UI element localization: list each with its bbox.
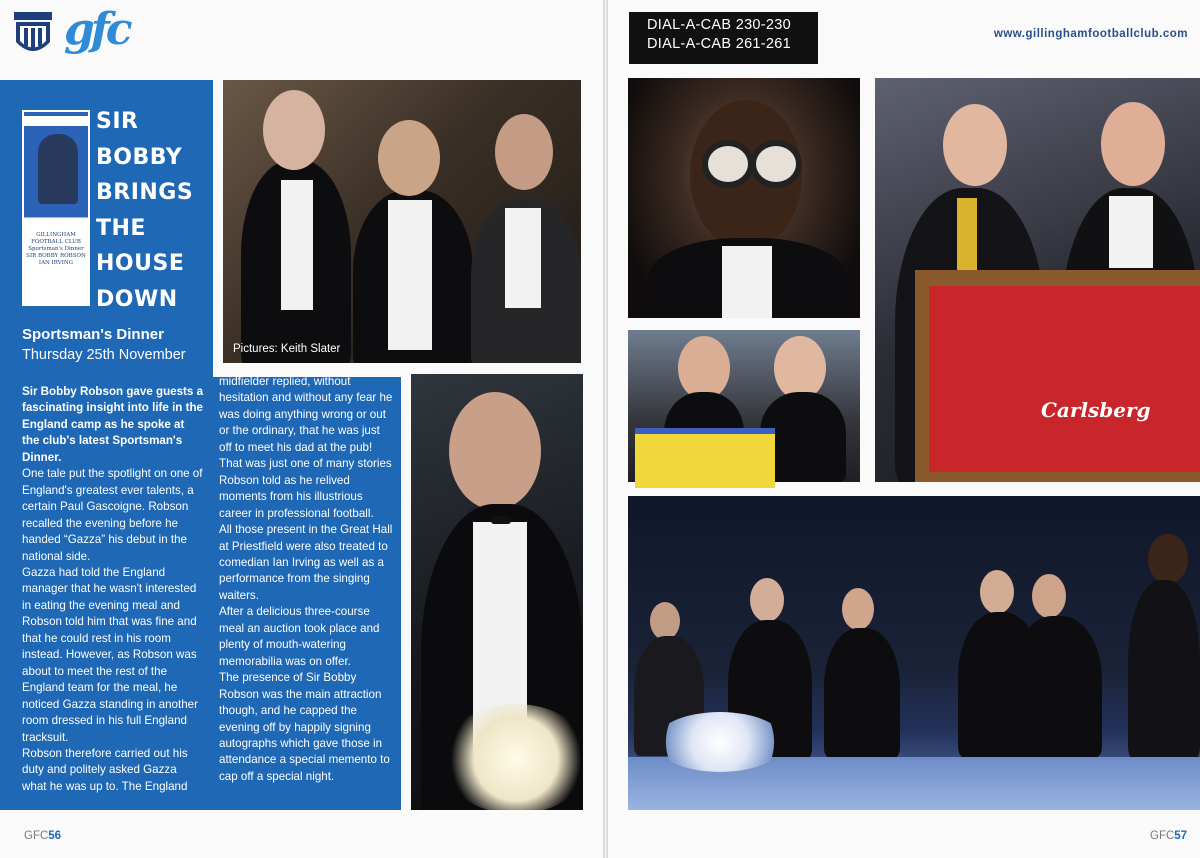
photo-credit: Pictures: Keith Slater (233, 343, 341, 355)
headline-line: BRINGS (96, 180, 194, 205)
headline-line: THE (96, 215, 146, 241)
guest-head (378, 120, 440, 196)
advert-line: DIAL-A-CAB 261-261 (647, 36, 792, 52)
event-date: Thursday 25th November (22, 347, 186, 363)
guest-shirt (505, 208, 541, 308)
signed-yellow-shirt (635, 428, 775, 488)
guest-head (1148, 534, 1188, 584)
page-number-right (1150, 830, 1187, 842)
guest-head (495, 114, 553, 190)
flower-arrangement (441, 704, 583, 810)
event-subhead: Sportsman's Dinner (22, 326, 164, 343)
gold-tie (957, 198, 977, 278)
gfc-logo: gfc (64, 4, 129, 55)
headline-line: BOBBY (96, 144, 183, 170)
folio-number: 56 (48, 830, 62, 842)
guest-head (1101, 102, 1165, 186)
article-paragraph: The presence of Sir Bobby Robson was the main attraction though, and he capped the evening off by happily signing autographs which gave those in attendance a special memento to cap off a special night. (219, 671, 390, 783)
headline-line: DOWN (96, 286, 178, 312)
guest-head (1032, 574, 1066, 618)
guest-figure (824, 628, 900, 758)
advert-line: DIAL-A-CAB 230-230 (647, 17, 792, 33)
cover-title-line: GILLINGHAM (36, 232, 76, 238)
headline-line: HOUSE (96, 251, 185, 276)
guest-head (263, 90, 325, 170)
guest-shirt (388, 200, 432, 350)
folio-prefix: GFC (1150, 830, 1175, 842)
glasses-right-lens (750, 140, 802, 188)
article-paragraph: midfielder replied, without hesitation and without any fear he was doing anything wrong or out or the ordinary, that he was just off to meet his dad at the pub! (219, 375, 393, 454)
club-crest-icon (14, 12, 52, 60)
article-paragraph: All those present in the Great Hall at Priestfield were also treated to comedian Ian Irving as well as a performance from the singing waiters. (219, 523, 393, 602)
speaker-head (449, 392, 541, 510)
guest-figure (1012, 616, 1102, 758)
guest-shirt (281, 180, 313, 310)
guest-shirt (1109, 196, 1153, 268)
article-column-1 (22, 384, 204, 795)
glasses-left-lens (702, 140, 754, 188)
article-column-2 (219, 374, 395, 785)
guest-head (980, 570, 1014, 614)
cover-player-figure (38, 134, 78, 204)
photo-speaker (411, 374, 583, 810)
guest-head (650, 602, 680, 640)
article-paragraph: After a delicious three-course meal an auction took place and plenty of mouth-watering memorabilia was on offer. (219, 605, 380, 668)
article-intro: Sir Bobby Robson gave guests a fascinating insight into life in the England camp as he spoke at the club's latest Sportsman's Dinner. (22, 385, 204, 464)
photo-three-guests (223, 80, 581, 363)
cover-title-line: FOOTBALL CLUB (31, 239, 81, 245)
cover-logo-band (24, 116, 88, 126)
article-headline (96, 104, 208, 317)
red-shirt (929, 286, 1200, 472)
guest-figure (1128, 580, 1200, 760)
folio-prefix: GFC (24, 830, 49, 842)
folio-number: 57 (1174, 830, 1188, 842)
event-programme-cover (22, 110, 90, 306)
guest-head (678, 336, 730, 400)
guest-head (774, 336, 826, 400)
cover-title-line: SIR BOBBY ROBSON (26, 253, 86, 259)
shirt-sponsor: Carlsberg (1041, 398, 1151, 422)
framed-signed-shirt (915, 270, 1200, 482)
article-paragraph: Robson therefore carried out his duty and politely asked Gazza what he was up to. The England (22, 746, 188, 793)
cover-title-line: IAN IRVING (38, 260, 74, 266)
guest-head (842, 588, 874, 630)
guest-head (943, 104, 1007, 186)
dial-a-cab-advert (629, 12, 818, 64)
cover-title-line: Sportsman's Dinner (28, 246, 84, 252)
photo-guest-glasses (628, 78, 860, 318)
guest-head (750, 578, 784, 622)
guest-shirt (722, 246, 772, 318)
cover-title (26, 232, 86, 267)
article-paragraph: That was just one of many stories Robson told as he relived moments from his illustrious career in professional football. (219, 457, 392, 520)
page-number-left (24, 830, 61, 842)
article-paragraph: Gazza had told the England manager that he wasn't interested in eating the evening meal and Robson told him that was fine and that he could rest in his room instead. However, as Robson was about to meet the rest of the England team for the meal, he noticed Gazza standing in another room dressed in his full England tracksuit. (22, 565, 198, 744)
website-url: www.gillinghamfootballclub.com (993, 28, 1188, 40)
headline-line: SIR (96, 109, 139, 134)
bow-tie (491, 516, 511, 524)
article-paragraph: One tale put the spotlight on one of England's greatest ever talents, a certain Paul Gascoigne. Robson recalled the evening before he handed “Gazza” his debut in the national side. (22, 467, 203, 563)
table-flowers (655, 712, 785, 772)
